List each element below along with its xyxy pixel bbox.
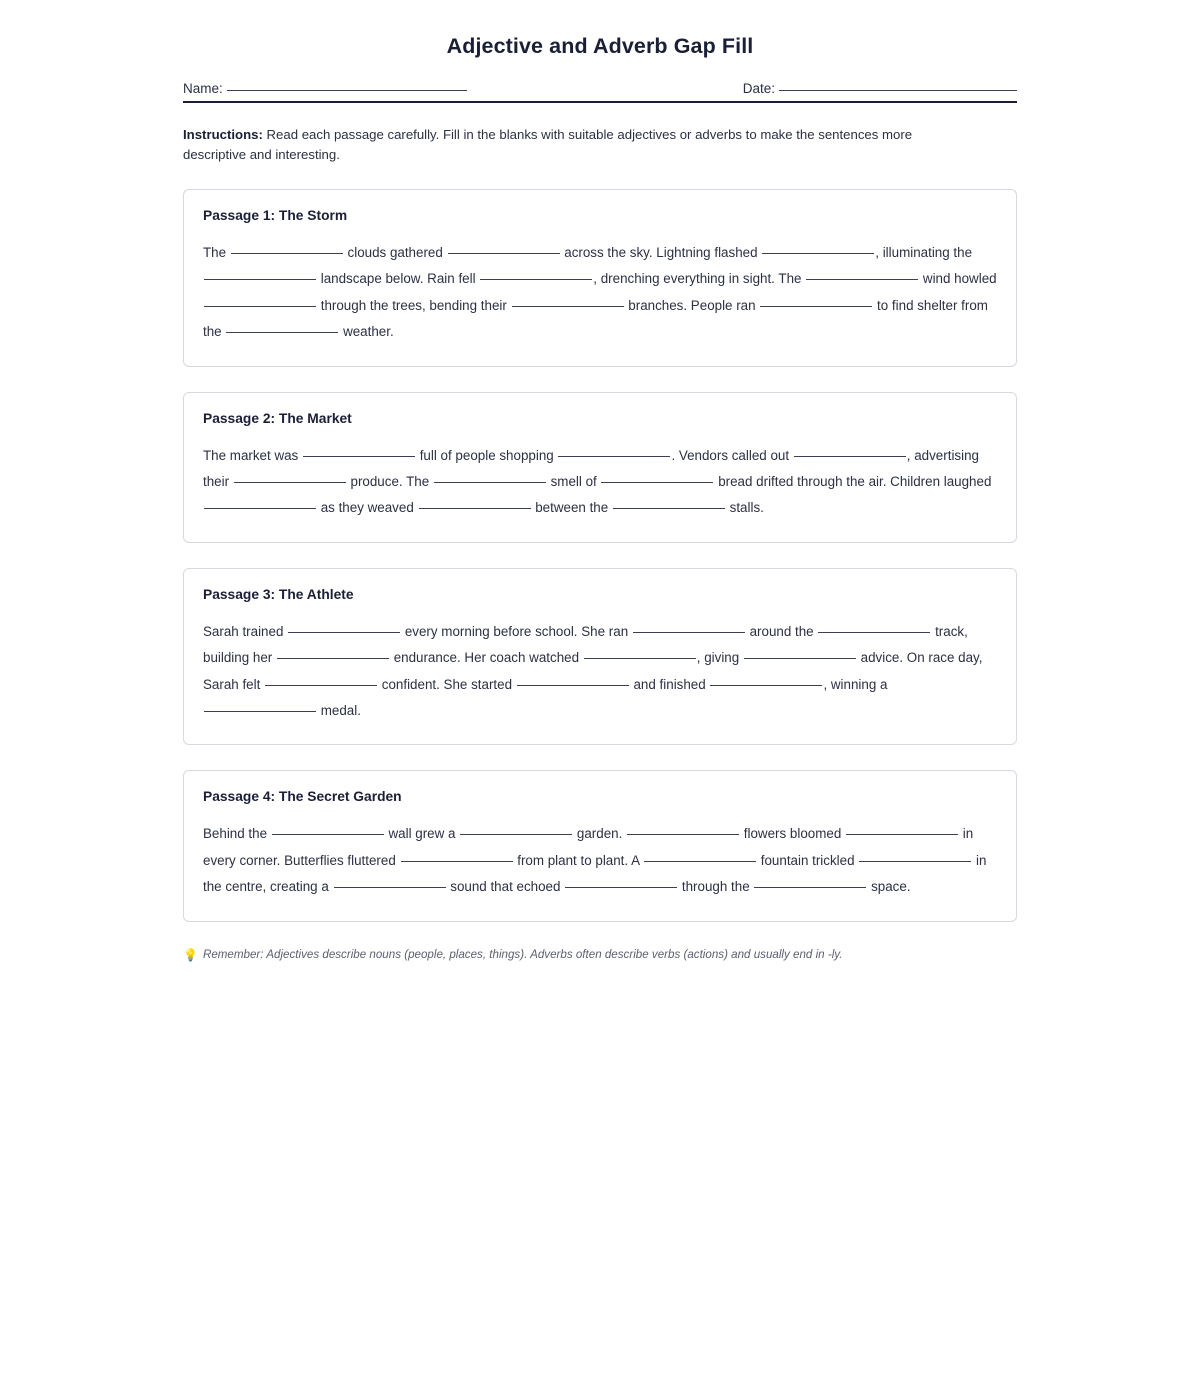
passage-text-segment: . Vendors called out xyxy=(671,447,793,463)
gap-blank-4[interactable] xyxy=(277,658,389,659)
passage-text-segment: wall grew a xyxy=(384,826,460,842)
gap-blank-2[interactable] xyxy=(558,456,670,457)
gap-blank-1[interactable] xyxy=(231,253,343,254)
passage-text-segment: The market was xyxy=(203,447,302,463)
passage-title: Passage 1: The Storm xyxy=(203,207,348,223)
gap-blank-4[interactable] xyxy=(846,834,958,835)
gap-blank-5[interactable] xyxy=(401,861,513,862)
passage-text-segment: to find shelter from the xyxy=(203,297,988,340)
gap-blank-5[interactable] xyxy=(584,658,696,659)
passage-text xyxy=(203,821,997,900)
gap-blank-6[interactable] xyxy=(601,482,713,483)
gap-blank-8[interactable] xyxy=(512,306,624,307)
name-field-group xyxy=(183,81,467,96)
footnote xyxy=(183,948,1017,964)
passage-list xyxy=(183,189,1017,922)
passage-text-segment: Sarah trained xyxy=(203,623,288,639)
gap-blank-8[interactable] xyxy=(334,887,446,888)
passage-text-segment: weather. xyxy=(339,324,394,340)
passage-text-segment: sound that echoed xyxy=(446,879,565,895)
passage-text-segment: Behind the xyxy=(203,826,271,842)
gap-blank-7[interactable] xyxy=(859,861,971,862)
gap-blank-7[interactable] xyxy=(265,685,377,686)
gap-blank-6[interactable] xyxy=(806,279,918,280)
passage-text-segment: , drenching everything in sight. The xyxy=(593,271,806,287)
passage-text-segment: produce. The xyxy=(346,473,433,489)
instructions-label: Instructions: xyxy=(183,127,263,142)
gap-blank-7[interactable] xyxy=(204,508,316,509)
passage-text-segment: around the xyxy=(745,623,818,639)
name-date-row xyxy=(183,81,1017,103)
passage-text-segment: , illuminating the xyxy=(875,244,973,260)
passage-text-segment: flowers bloomed xyxy=(740,826,845,842)
gap-blank-8[interactable] xyxy=(419,508,531,509)
passage-text-segment: as they weaved xyxy=(317,500,418,516)
instructions-text: Read each passage carefully. Fill in the blanks with suitable adjectives or adverbs to make the sentences more descriptive and interesting. xyxy=(183,127,913,163)
name-label: Name: xyxy=(183,81,223,96)
passage-text-segment: in the centre, creating a xyxy=(203,852,987,895)
gap-blank-2[interactable] xyxy=(460,834,572,835)
passage-text-segment: every morning before school. She ran xyxy=(401,623,632,639)
date-input-line[interactable] xyxy=(779,90,1017,91)
passage-text-segment: space. xyxy=(867,879,911,895)
gap-blank-10[interactable] xyxy=(754,887,866,888)
passage-text-segment: between the xyxy=(531,500,612,516)
passage-text-segment: smell of xyxy=(546,473,601,489)
passage-text-segment: bread drifted through the air. Children laughed xyxy=(714,473,992,489)
passage-text-segment: landscape below. Rain fell xyxy=(317,271,480,287)
gap-blank-3[interactable] xyxy=(627,834,739,835)
passage-text-segment: wind howled xyxy=(919,271,997,287)
gap-blank-9[interactable] xyxy=(565,887,677,888)
passage-text-segment: in every corner. Butterflies fluttered xyxy=(203,826,974,868)
passage-text-segment: from plant to plant. A xyxy=(513,852,644,868)
passage-text-segment: fountain trickled xyxy=(757,852,859,868)
gap-blank-3[interactable] xyxy=(762,253,874,254)
passage-card xyxy=(183,189,1017,367)
gap-blank-1[interactable] xyxy=(303,456,415,457)
gap-blank-5[interactable] xyxy=(434,482,546,483)
passage-text-segment: clouds gathered xyxy=(343,244,447,260)
gap-blank-9[interactable] xyxy=(613,508,725,509)
gap-blank-6[interactable] xyxy=(744,658,856,659)
name-input-line[interactable] xyxy=(227,90,467,91)
passage-title: Passage 3: The Athlete xyxy=(203,586,354,602)
gap-blank-9[interactable] xyxy=(760,306,872,307)
page-title: Adjective and Adverb Gap Fill xyxy=(446,34,754,58)
passage-text-segment: through the trees, bending their xyxy=(317,297,511,313)
passage-text-segment: full of people shopping xyxy=(415,447,558,463)
passage-text-segment: endurance. Her coach watched xyxy=(389,650,583,666)
gap-blank-10[interactable] xyxy=(204,711,316,712)
gap-blank-3[interactable] xyxy=(818,632,930,633)
passage-text-segment: , giving xyxy=(696,650,743,666)
passage-text xyxy=(203,619,997,725)
passage-text xyxy=(203,240,997,346)
passage-card xyxy=(183,568,1017,746)
date-field-group xyxy=(743,81,1017,96)
passage-text xyxy=(203,443,997,522)
gap-blank-1[interactable] xyxy=(272,834,384,835)
passage-text-segment: , winning a xyxy=(823,676,888,692)
passage-text-segment: The xyxy=(203,244,230,260)
gap-blank-8[interactable] xyxy=(517,685,629,686)
passage-title: Passage 2: The Market xyxy=(203,410,352,426)
gap-blank-4[interactable] xyxy=(234,482,346,483)
gap-blank-2[interactable] xyxy=(448,253,560,254)
passage-text-segment: , advertising their xyxy=(203,447,979,489)
passage-title: Passage 4: The Secret Garden xyxy=(203,789,402,805)
passage-text-segment: advice. On race day, Sarah felt xyxy=(203,650,983,692)
gap-blank-1[interactable] xyxy=(288,632,400,633)
gap-blank-5[interactable] xyxy=(480,279,592,280)
gap-blank-10[interactable] xyxy=(226,332,338,333)
gap-blank-6[interactable] xyxy=(644,861,756,862)
date-label: Date: xyxy=(742,81,775,96)
passage-text-segment: branches. People ran xyxy=(624,297,760,313)
footnote-text: Remember: Adjectives describe nouns (people, places, things). Adverbs often describe verbs (actions) and usually end in -ly. xyxy=(202,947,843,961)
instructions-paragraph xyxy=(183,125,973,166)
passage-text-segment: confident. She started xyxy=(378,676,516,692)
passage-card xyxy=(183,770,1017,921)
passage-text-segment: across the sky. Lightning flashed xyxy=(560,244,762,260)
gap-blank-4[interactable] xyxy=(204,279,316,280)
gap-blank-7[interactable] xyxy=(204,306,316,307)
light-bulb-icon: 💡 xyxy=(183,947,198,962)
passage-text-segment: stalls. xyxy=(725,500,764,516)
passage-text-segment: garden. xyxy=(573,826,627,842)
gap-blank-2[interactable] xyxy=(633,632,745,633)
gap-blank-3[interactable] xyxy=(794,456,906,457)
passage-text-segment: through the xyxy=(678,879,754,895)
passage-text-segment: medal. xyxy=(317,702,361,718)
gap-blank-9[interactable] xyxy=(710,685,822,686)
passage-card xyxy=(183,392,1017,543)
passage-text-segment: and finished xyxy=(629,676,710,692)
passage-text-segment: track, building her xyxy=(203,623,968,666)
